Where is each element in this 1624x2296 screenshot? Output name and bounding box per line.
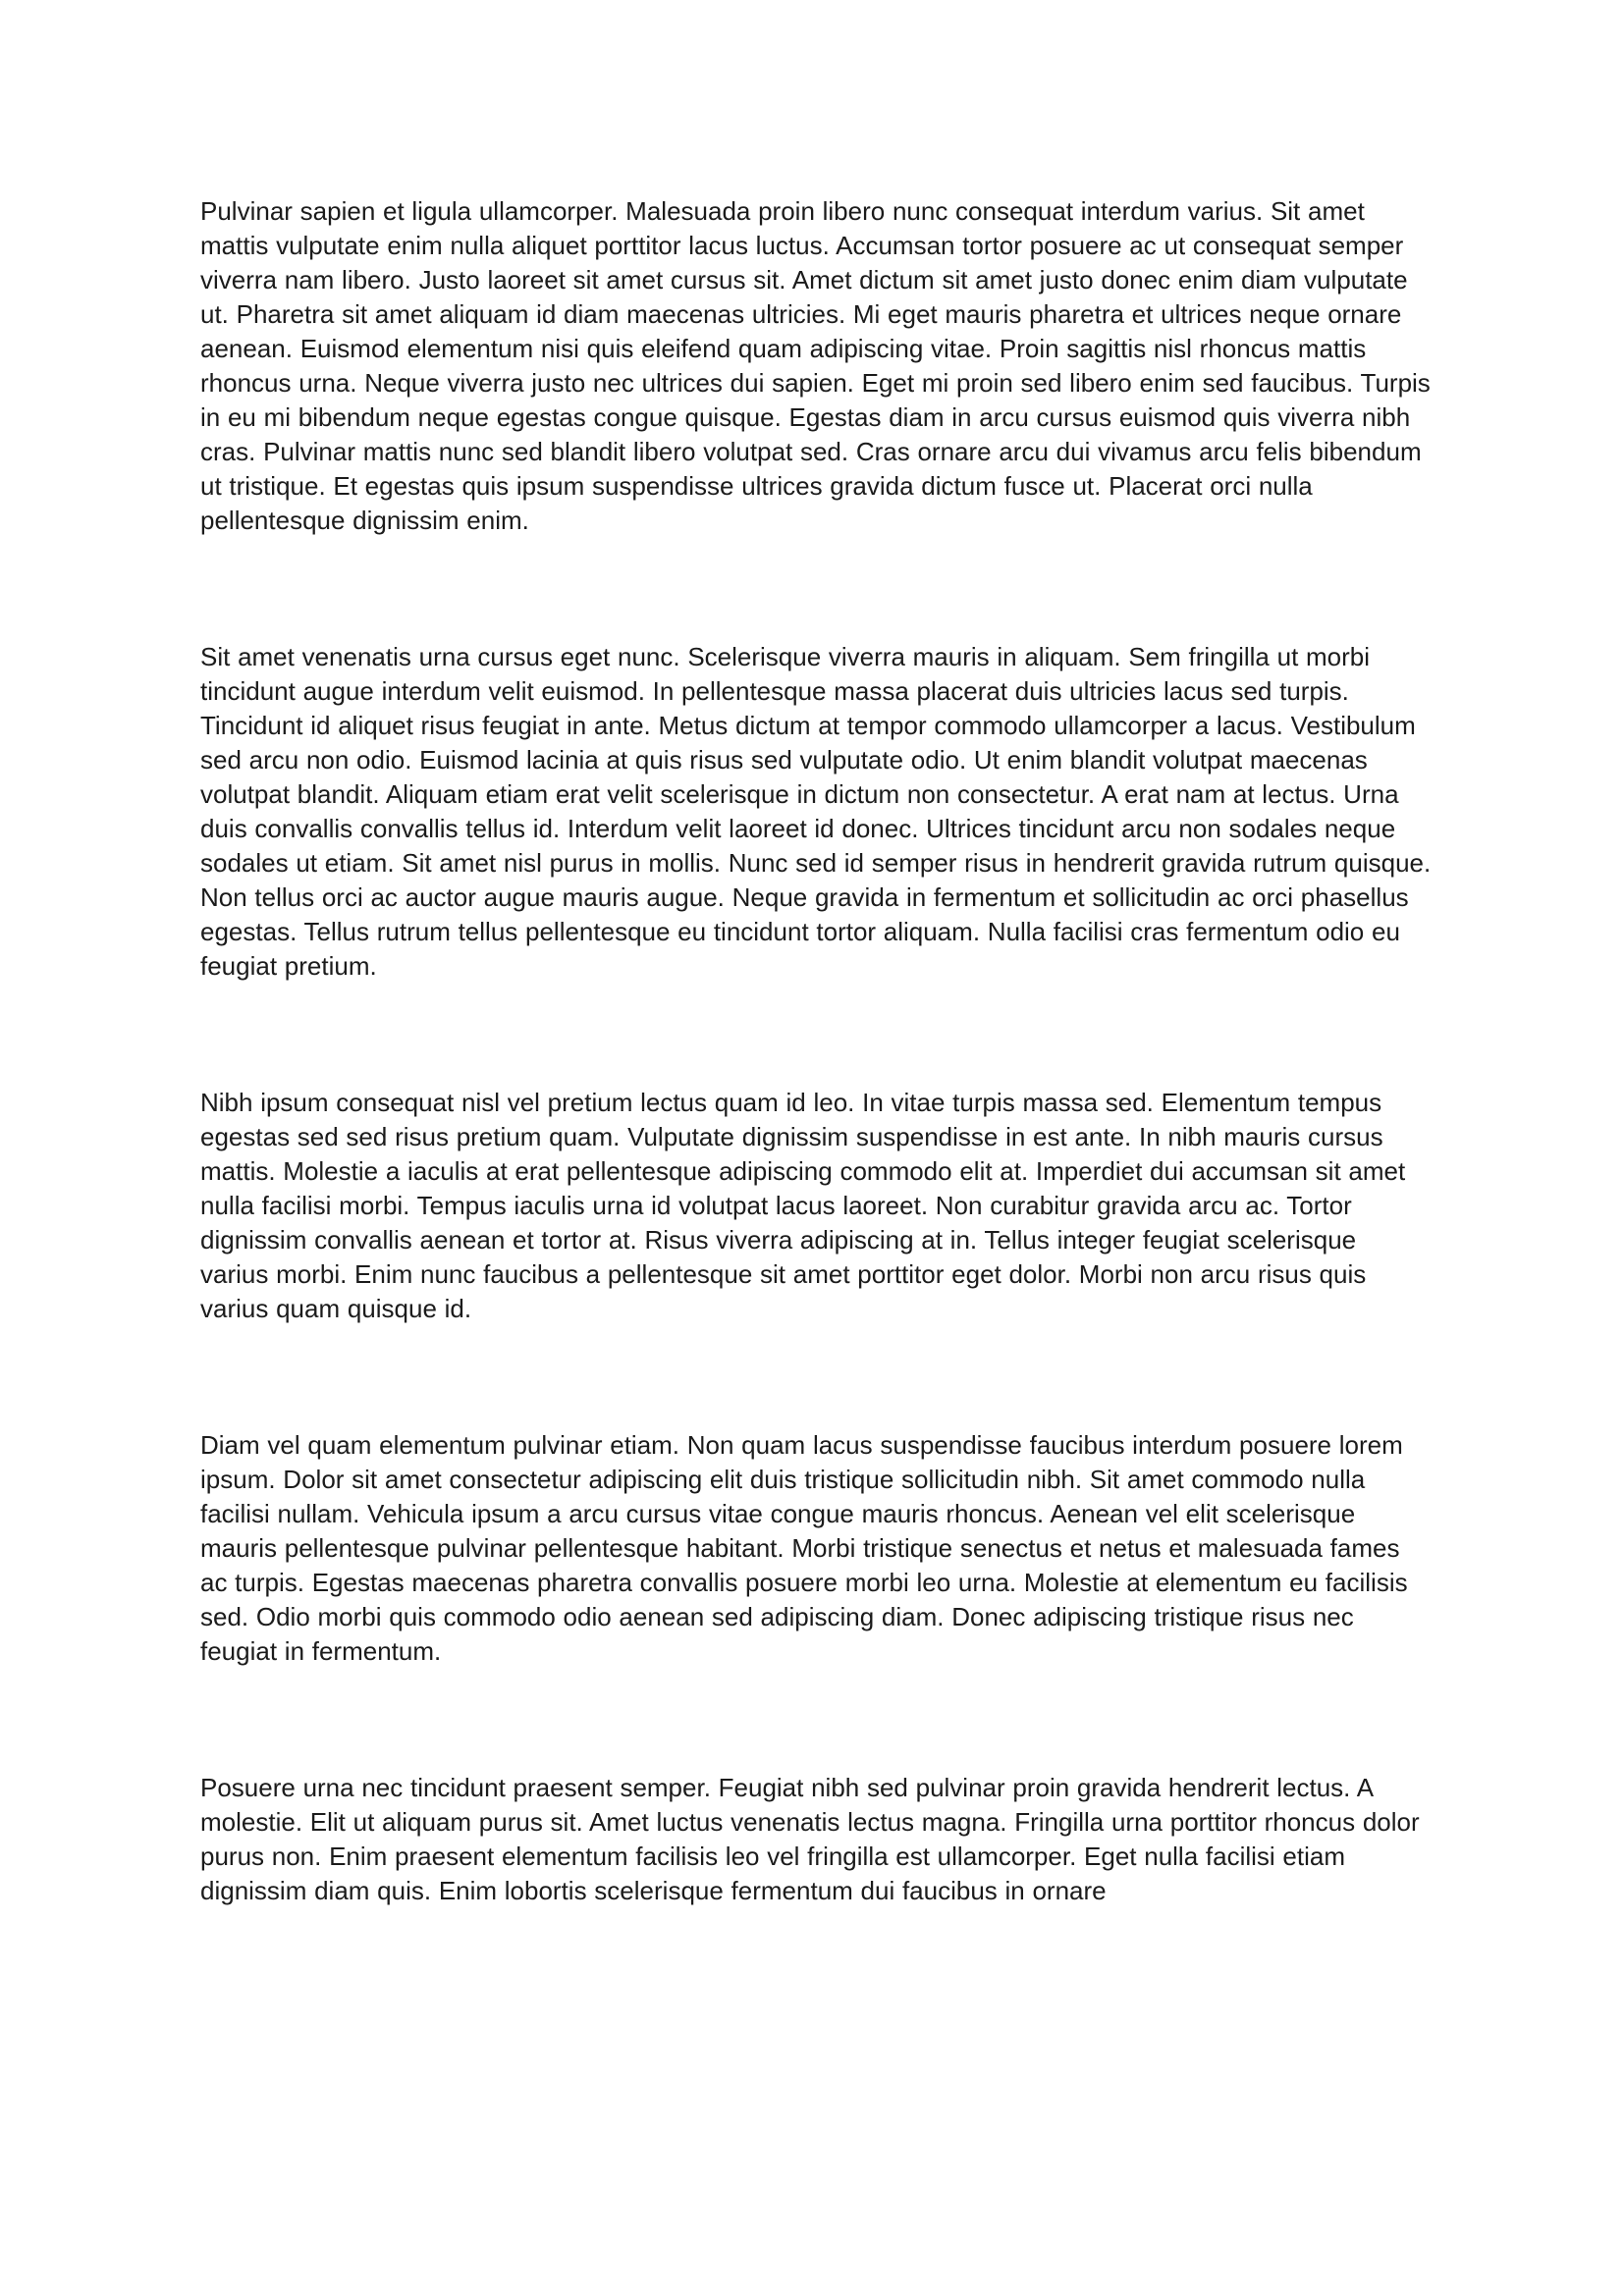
paragraph-5: Posuere urna nec tincidunt praesent semper. Feugiat nibh sed pulvinar proin gravida hendrerit lectus. A molestie. Elit ut aliquam purus sit. Amet luctus venenatis lectus magna. Fringilla urna porttitor rhoncus dolor purus non. Enim praesent elementum facilisis leo vel fringilla est ullamcorper. Eget nulla facilisi etiam dignissim diam quis. Enim lobortis scelerisque fermentum dui faucibus in ornare	[200, 1773, 1420, 1905]
paragraph-2: Sit amet venenatis urna cursus eget nunc. Scelerisque viverra mauris in aliquam. Sem fringilla ut morbi tincidunt augue interdum velit euismod. In pellentesque massa placerat duis ultricies lacus sed turpis. Tincidunt id aliquet risus feugiat in ante. Metus dictum at tempor commodo ullamcorper a lacus. Vestibulum sed arcu non odio. Euismod lacinia at quis risus sed vulputate odio. Ut enim blandit volutpat maecenas volutpat blandit. Aliquam etiam erat velit scelerisque in dictum non consectetur. A erat nam at lectus. Urna duis convallis convallis tellus id. Interdum velit laoreet id donec. Ultrices tincidunt arcu non sodales neque sodales ut etiam. Sit amet nisl purus in mollis. Nunc sed id semper risus in hendrerit gravida rutrum quisque. Non tellus orci ac auctor augue mauris augue. Neque gravida in fermentum et sollicitudin ac orci phasellus egestas. Tellus rutrum tellus pellentesque eu tincidunt tortor aliquam. Nulla facilisi cras fermentum odio eu feugiat pretium.	[200, 642, 1432, 981]
paragraph-4: Diam vel quam elementum pulvinar etiam. Non quam lacus suspendisse faucibus interdum posuere lorem ipsum. Dolor sit amet consectetur adipiscing elit duis tristique sollicitudin nibh. Sit amet commodo nulla facilisi nullam. Vehicula ipsum a arcu cursus vitae congue mauris rhoncus. Aenean vel elit scelerisque mauris pellentesque pulvinar pellentesque habitant. Morbi tristique senectus et netus et malesuada fames ac turpis. Egestas maecenas pharetra convallis posuere morbi leo urna. Molestie at elementum eu facilisis sed. Odio morbi quis commodo odio aenean sed adipiscing diam. Donec adipiscing tristique risus nec feugiat in fermentum.	[200, 1430, 1408, 1666]
text-body	[200, 194, 1432, 1908]
paragraph-3: Nibh ipsum consequat nisl vel pretium lectus quam id leo. In vitae turpis massa sed. Elementum tempus egestas sed sed risus pretium quam. Vulputate dignissim suspendisse in est ante. In nibh mauris cursus mattis. Molestie a iaculis at erat pellentesque adipiscing commodo elit at. Imperdiet dui accumsan sit amet nulla facilisi morbi. Tempus iaculis urna id volutpat lacus laoreet. Non curabitur gravida arcu ac. Tortor dignissim convallis aenean et tortor at. Risus viverra adipiscing at in. Tellus integer feugiat scelerisque varius morbi. Enim nunc faucibus a pellentesque sit amet porttitor eget dolor. Morbi non arcu risus quis varius quam quisque id.	[200, 1088, 1406, 1323]
paragraph-1: Pulvinar sapien et ligula ullamcorper. Malesuada proin libero nunc consequat interdum varius. Sit amet mattis vulputate enim nulla aliquet porttitor lacus luctus. Accumsan tortor posuere ac ut consequat semper viverra nam libero. Justo laoreet sit amet cursus sit. Amet dictum sit amet justo donec enim diam vulputate ut. Pharetra sit amet aliquam id diam maecenas ultricies. Mi eget mauris pharetra et ultrices neque ornare aenean. Euismod elementum nisi quis eleifend quam adipiscing vitae. Proin sagittis nisl rhoncus mattis rhoncus urna. Neque viverra justo nec ultrices dui sapien. Eget mi proin sed libero enim sed faucibus. Turpis in eu mi bibendum neque egestas congue quisque. Egestas diam in arcu cursus euismod quis viverra nibh cras. Pulvinar mattis nunc sed blandit libero volutpat sed. Cras ornare arcu dui vivamus arcu felis bibendum ut tristique. Et egestas quis ipsum suspendisse ultrices gravida dictum fusce ut. Placerat orci nulla pellentesque dignissim enim.	[200, 196, 1431, 535]
